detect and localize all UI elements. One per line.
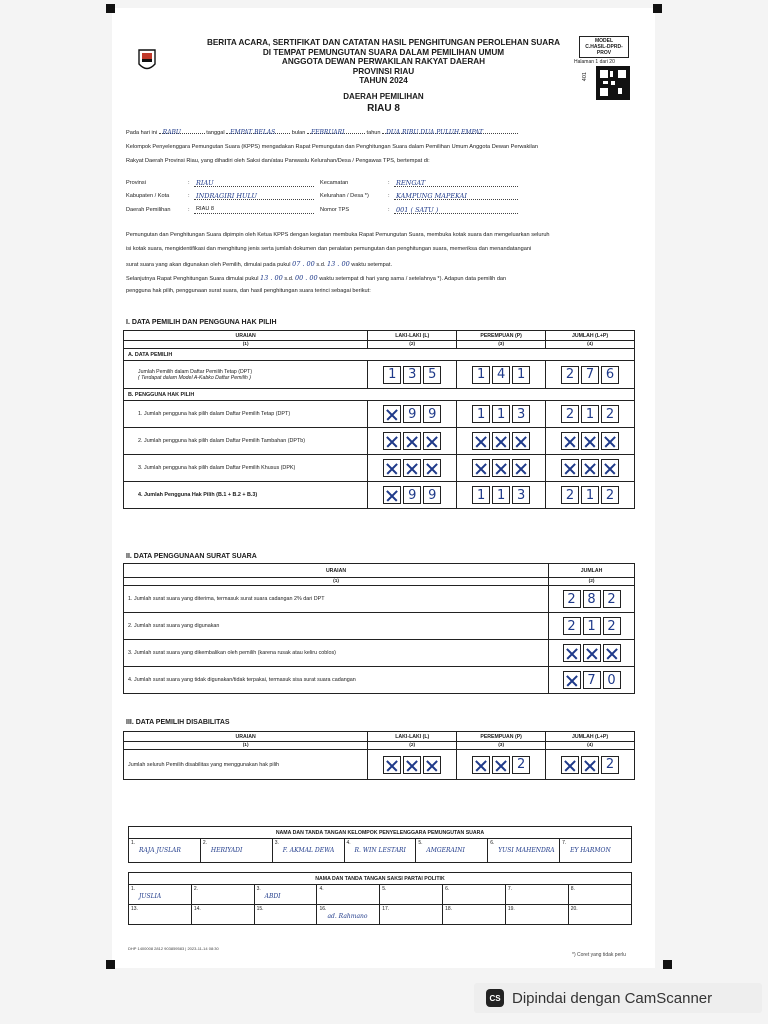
table-row xyxy=(124,401,635,428)
signature-number: 18. xyxy=(445,906,453,912)
digit-box: 0 xyxy=(603,671,621,689)
signature-name: F. AKMAL DEWA xyxy=(282,847,335,854)
digit-box: 3 xyxy=(512,486,530,504)
digit-box: 7 xyxy=(583,671,601,689)
row-label: 1. Jumlah pengguna hak pilih dalam Daftar Pemilih Tetap (DPT) xyxy=(124,401,368,428)
crossed-box xyxy=(383,756,401,774)
field-kelurahan: Kelurahan / Desa *) : KAMPUNG MAPEKAI xyxy=(320,193,369,199)
signature-name: EY HARMON xyxy=(570,847,611,854)
col-jumlah: JUMLAH (L+P) xyxy=(546,732,635,742)
body-paragraph: pengguna hak pilih, penggunaan surat suara, dan hasil penghitungan suara terinci sebagai berikut: xyxy=(126,288,371,294)
value-lp xyxy=(546,432,634,450)
corner-marker xyxy=(106,960,115,969)
signature-cell xyxy=(568,905,631,925)
value-jumlah xyxy=(549,590,634,608)
col-number: (2) xyxy=(368,341,457,349)
value-l xyxy=(368,432,456,450)
dpt-label: Jumlah Pemilih dalam Daftar Pemilih Tetap (DPT) ( Terdapat dalam Model A-Kabko Daftar Pemilih ) xyxy=(124,361,368,389)
col-number: (4) xyxy=(546,341,635,349)
signature-cell xyxy=(568,885,631,905)
qr-code xyxy=(596,66,630,100)
digit-box: 2 xyxy=(601,405,619,423)
field-kecamatan: Kecamatan : RENGAT xyxy=(320,180,348,186)
crossed-box xyxy=(561,459,579,477)
col-number: (1) xyxy=(124,341,368,349)
crossed-box xyxy=(601,432,619,450)
digit-box: 1 xyxy=(472,486,490,504)
signature-cell xyxy=(380,905,443,925)
table-row xyxy=(124,613,635,640)
signature-cell xyxy=(129,905,192,925)
signature-cell xyxy=(505,885,568,905)
row-label: 4. Jumlah surat suara yang tidak digunakan/tidak terpakai, termasuk sisa surat suara cadangan xyxy=(124,667,549,694)
signature-cell xyxy=(191,905,254,925)
crossed-box xyxy=(583,644,601,662)
crossed-box xyxy=(581,756,599,774)
signature-cell xyxy=(560,839,632,863)
digit-box: 1 xyxy=(472,366,490,384)
signature-cell xyxy=(443,905,506,925)
digit-box: 2 xyxy=(563,590,581,608)
field-kabupaten: Kabupaten / Kota : INDRAGIRI HULU xyxy=(126,193,169,199)
signature-number: 19. xyxy=(507,906,515,912)
dpt-laki-laki-value xyxy=(368,366,456,384)
saksi-title: NAMA DAN TANDA TANGAN SAKSI PARTAI POLITIK xyxy=(129,873,632,885)
crossed-box xyxy=(603,644,621,662)
digit-box: 1 xyxy=(583,617,601,635)
col-number: (2) xyxy=(549,578,635,586)
value-lp xyxy=(546,405,634,423)
digit-box: 2 xyxy=(563,617,581,635)
digit-box: 1 xyxy=(472,405,490,423)
signature-number: 20. xyxy=(570,906,578,912)
page-count: Halaman 1 dari 20 xyxy=(574,59,615,65)
disabilitas-jumlah-value xyxy=(546,756,634,774)
signature-number: 7. xyxy=(562,840,567,846)
crossed-box xyxy=(423,756,441,774)
col-jumlah: JUMLAH xyxy=(549,564,635,578)
value-jumlah xyxy=(549,617,634,635)
section-2-table xyxy=(123,563,635,694)
footnote: *) Coret yang tidak perlu xyxy=(572,952,626,958)
disabilitas-laki-laki-value xyxy=(368,756,456,774)
body-paragraph: Pemungutan dan Penghitungan Suara dipimpin oleh Ketua KPPS dengan kegiatan membuka Rapat Pemungutan Suara, membuka kotak suara dan mengeluarkan seluruh xyxy=(126,232,550,238)
col-number: (1) xyxy=(124,742,368,750)
crossed-box xyxy=(403,756,421,774)
digit-box: 6 xyxy=(601,366,619,384)
signature-number: 17. xyxy=(382,906,390,912)
signature-number: 1. xyxy=(131,886,136,892)
value-lp xyxy=(546,459,634,477)
signature-number: 15. xyxy=(256,906,264,912)
signature-name: ad. Rahmano xyxy=(327,913,368,920)
crossed-box xyxy=(423,432,441,450)
col-laki-laki: LAKI-LAKI (L) xyxy=(368,331,457,341)
table-row xyxy=(124,455,635,482)
digit-box: 1 xyxy=(492,405,510,423)
digit-box: 1 xyxy=(512,366,530,384)
section-2-title: II. DATA PENGGUNAAN SURAT SUARA xyxy=(126,553,257,560)
col-number: (3) xyxy=(457,341,546,349)
body-paragraph: isi kotak suara, mengidentifikasi dan menghitung jenis serta jumlah dokumen dan peralatan pemungutan dan penghitungan suara, memeriksa dan menandatangani xyxy=(126,246,532,252)
signature-number: 8. xyxy=(570,886,575,892)
col-uraian: URAIAN xyxy=(124,732,368,742)
signature-name: RAJA JUSLAR xyxy=(139,847,181,854)
signature-name: HERIYADI xyxy=(210,847,243,854)
section-3-title: III. DATA PEMILIH DISABILITAS xyxy=(126,719,230,726)
signature-number: 14. xyxy=(193,906,201,912)
crossed-box xyxy=(512,459,530,477)
row-label: 1. Jumlah surat suara yang diterima, termasuk surat suara cadangan 2% dari DPT xyxy=(124,586,549,613)
camscanner-icon: CS xyxy=(486,989,504,1007)
signature-cell xyxy=(443,885,506,905)
value-l xyxy=(368,486,456,504)
signature-name: YUSI MAHENDRA xyxy=(498,847,555,854)
section-1-title: I. DATA PEMILIH DAN PENGGUNA HAK PILIH xyxy=(126,319,277,326)
table-row xyxy=(124,667,635,694)
signature-cell xyxy=(254,885,317,905)
row-label: 3. Jumlah pengguna hak pilih dalam Daftar Pemilih Khusus (DPK) xyxy=(124,455,368,482)
value-jumlah xyxy=(549,671,634,689)
table-row xyxy=(124,640,635,667)
digit-box: 9 xyxy=(423,405,441,423)
signature-name: AMGERAINI xyxy=(426,847,465,854)
model-box: MODEL C.HASIL-DPRD- PROV xyxy=(579,36,629,58)
signature-cell xyxy=(317,905,380,925)
digit-box: 9 xyxy=(403,405,421,423)
dpt-jumlah-value xyxy=(546,366,634,384)
value-p xyxy=(457,405,545,423)
signature-number: 13. xyxy=(131,906,138,912)
digit-box: 2 xyxy=(561,486,579,504)
daerah-pemilihan-heading: DAERAH PEMILIHAN RIAU 8 xyxy=(343,92,424,114)
signature-number: 3. xyxy=(274,840,279,846)
signature-cell xyxy=(129,885,192,905)
camscanner-watermark xyxy=(474,983,762,1013)
crossed-box xyxy=(492,432,510,450)
signature-number: 7. xyxy=(507,886,513,892)
kpps-title: NAMA DAN TANDA TANGAN KELOMPOK PENYELENGGARA PEMUNGUTAN SUARA xyxy=(129,827,632,839)
col-perempuan: PEREMPUAN (P) xyxy=(457,331,546,341)
signature-cell xyxy=(505,905,568,925)
signature-cell xyxy=(129,839,201,863)
digit-box: 1 xyxy=(383,366,401,384)
signature-number: 5. xyxy=(418,840,423,846)
field-provinsi: Provinsi : RIAU xyxy=(126,180,146,186)
corner-marker xyxy=(653,4,662,13)
corner-marker xyxy=(663,960,672,969)
digit-box: 2 xyxy=(561,366,579,384)
field-tps: Nomor TPS : 001 ( SATU ) xyxy=(320,207,349,213)
signature-cell xyxy=(344,839,416,863)
camscanner-text: Dipindai dengan CamScanner xyxy=(512,989,713,1007)
value-p xyxy=(457,432,545,450)
crossed-box xyxy=(383,486,401,504)
table-row xyxy=(124,586,635,613)
crossed-box xyxy=(383,459,401,477)
signature-number: 2. xyxy=(193,886,198,892)
signature-number: 6. xyxy=(445,886,450,892)
signature-name: JUSLIA xyxy=(139,893,162,900)
signature-number: 4. xyxy=(346,840,351,846)
signature-cell xyxy=(416,839,488,863)
crossed-box xyxy=(512,432,530,450)
crossed-box xyxy=(403,432,421,450)
intro-paragraph: Kelompok Penyelenggara Pemungutan Suara (KPPS) mengadakan Rapat Pemungutan dan Penghitungan Suara dalam Pemilihan Umum Anggota Dewan Perwakilan xyxy=(126,144,539,150)
document-sheet xyxy=(112,8,655,968)
disabilitas-perempuan-value xyxy=(457,756,545,774)
signature-number: 3. xyxy=(256,886,261,892)
row-label: 4. Jumlah Pengguna Hak Pilih (B.1 + B.2 + B.3) xyxy=(124,482,368,509)
signature-name: R. WIN LESTARI xyxy=(354,847,406,854)
crossed-box xyxy=(563,644,581,662)
col-perempuan: PEREMPUAN (P) xyxy=(457,732,546,742)
subsection-a: A. DATA PEMILIH xyxy=(124,349,635,361)
intro-paragraph: Rakyat Daerah Provinsi Riau, yang dihadiri oleh Saksi dan/atau Panwaslu Kelurahan/Desa / Pengawas TPS, bertempat di: xyxy=(126,158,430,164)
crossed-box xyxy=(492,459,510,477)
col-number: (2) xyxy=(368,742,457,750)
col-uraian: URAIAN xyxy=(124,564,549,578)
signature-number: 1. xyxy=(131,840,136,846)
signature-number: 6. xyxy=(490,840,495,846)
kpps-signature-table xyxy=(128,826,632,863)
digit-box: 1 xyxy=(581,486,599,504)
value-lp xyxy=(546,486,634,504)
table-row xyxy=(124,428,635,455)
dpt-perempuan-value xyxy=(457,366,545,384)
digit-box: 2 xyxy=(601,756,619,774)
digit-box: 2 xyxy=(561,405,579,423)
crossed-box xyxy=(581,459,599,477)
signature-cell xyxy=(254,905,317,925)
crossed-box xyxy=(472,459,490,477)
table-row xyxy=(124,482,635,509)
intro-date-line: Pada hari ini RABU tanggal EMPAT BELAS bulan FEBRUARI tahun DUA RIBU DUA PULUH EMPAT xyxy=(126,130,518,136)
crossed-box xyxy=(403,459,421,477)
crossed-box xyxy=(601,459,619,477)
row-label: 2. Jumlah pengguna hak pilih dalam Daftar Pemilih Tambahan (DPTb) xyxy=(124,428,368,455)
digit-box: 3 xyxy=(403,366,421,384)
digit-box: 9 xyxy=(423,486,441,504)
body-paragraph: Selanjutnya Rapat Penghitungan Suara dimulai pukul 13 . 00 s.d. 00 . 00 waktu setempat di hari yang sama / setelahnya *). Adapun data pemilih dan xyxy=(126,274,507,282)
signature-cell xyxy=(191,885,254,905)
signature-cell xyxy=(317,885,380,905)
crossed-box xyxy=(423,459,441,477)
disabilitas-label: Jumlah seluruh Pemilih disabilitas yang menggunakan hak pilih xyxy=(124,750,368,780)
signature-cell xyxy=(272,839,344,863)
crossed-box xyxy=(383,405,401,423)
value-l xyxy=(368,459,456,477)
digit-box: 2 xyxy=(601,486,619,504)
value-jumlah xyxy=(549,644,634,662)
signature-number: 16. xyxy=(319,906,327,912)
col-uraian: URAIAN xyxy=(124,331,368,341)
row-label: 3. Jumlah surat suara yang dikembalikan oleh pemilih (karena rusak atau keliru coblos) xyxy=(124,640,549,667)
crossed-box xyxy=(472,756,490,774)
document-id: DHP 1400008 2812 903859583 | 2023-11-14 08:30 xyxy=(128,946,219,951)
section-3-table xyxy=(123,731,635,780)
col-laki-laki: LAKI-LAKI (L) xyxy=(368,732,457,742)
crossed-box xyxy=(563,671,581,689)
signature-cell xyxy=(488,839,560,863)
digit-box: 2 xyxy=(603,617,621,635)
document-title: BERITA ACARA, SERTIFIKAT DAN CATATAN HASIL PENGHITUNGAN PEROLEHAN SUARA DI TEMPAT PEMUNGUTAN SUARA DALAM PEMILIHAN UMUM ANGGOTA DEWAN PERWAKILAN RAKYAT DAERAH PROVINSI RIAU TAHUN 2024 xyxy=(206,38,561,86)
crossed-box xyxy=(492,756,510,774)
field-daerah: Daerah Pemilihan : RIAU 8 xyxy=(126,207,170,213)
crossed-box xyxy=(383,432,401,450)
digit-box: 4 xyxy=(492,366,510,384)
digit-box: 1 xyxy=(581,405,599,423)
value-p xyxy=(457,486,545,504)
crossed-box xyxy=(561,756,579,774)
saksi-signature-table xyxy=(128,872,632,925)
value-p xyxy=(457,459,545,477)
qr-label: 401 xyxy=(582,72,588,82)
digit-box: 7 xyxy=(581,366,599,384)
digit-box: 5 xyxy=(423,366,441,384)
signature-number: 5. xyxy=(382,886,387,892)
section-1-table xyxy=(123,330,635,509)
signature-cell xyxy=(200,839,272,863)
crossed-box xyxy=(472,432,490,450)
digit-box: 3 xyxy=(512,405,530,423)
col-number: (4) xyxy=(546,742,635,750)
value-l xyxy=(368,405,456,423)
col-jumlah: JUMLAH (L+P) xyxy=(546,331,635,341)
col-number: (1) xyxy=(124,578,549,586)
digit-box: 8 xyxy=(583,590,601,608)
crossed-box xyxy=(561,432,579,450)
digit-box: 2 xyxy=(512,756,530,774)
row-label: 2. Jumlah surat suara yang digunakan xyxy=(124,613,549,640)
digit-box: 9 xyxy=(403,486,421,504)
corner-marker xyxy=(106,4,115,13)
body-paragraph: surat suara yang akan digunakan oleh Pemilih, dimulai pada pukul 07 . 00 s.d. 13 . 00 waktu setempat. xyxy=(126,260,393,268)
signature-cell xyxy=(380,885,443,905)
digit-box: 2 xyxy=(603,590,621,608)
digit-box: 1 xyxy=(492,486,510,504)
subsection-b: B. PENGGUNA HAK PILIH xyxy=(124,389,635,401)
signature-number: 2. xyxy=(202,840,208,846)
signature-name: ABDI xyxy=(264,893,281,900)
col-number: (3) xyxy=(457,742,546,750)
signature-number: 4. xyxy=(319,886,324,892)
crossed-box xyxy=(581,432,599,450)
